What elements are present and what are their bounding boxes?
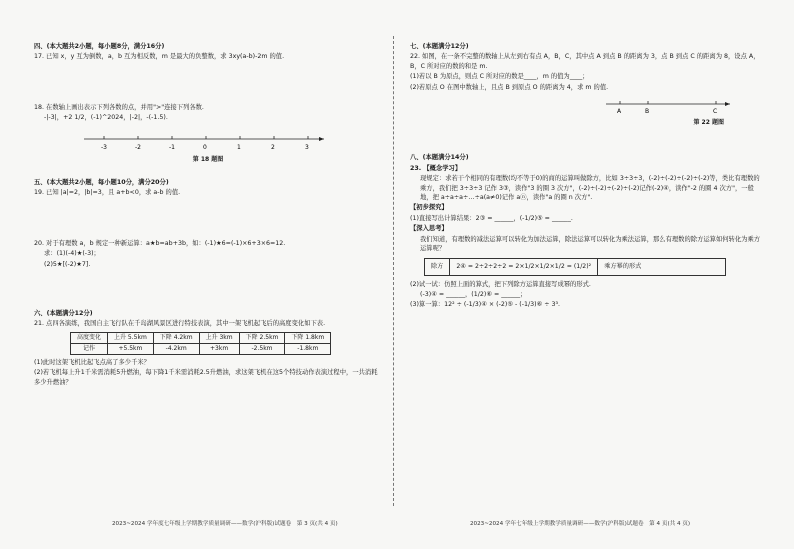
table-cell: -4.2km [153, 343, 199, 354]
question-23-part1: (1)直接写出计算结果：2③ = ______，(-1/2)⑤ = ______. [410, 214, 573, 222]
section-5-title: 五、(本大题共2小题，每小题10分，满分20分) [34, 179, 169, 187]
table-cell: 下降 2.5km [239, 332, 285, 343]
question-23-part2: (2)试一试：仿照上面的算式，把下列除方运算直接写成幂的形式. [410, 280, 591, 288]
tick-label: -3 [101, 143, 107, 151]
footer-left: 2023~2024 学年度七年级上学期教学质量调研——数学(沪科版)试题卷 第 3 页(共 4 页) [112, 521, 338, 527]
footer-right: 2023~2024 学年七年级上学期教学质量调研——数学(沪科版)试题卷 第 4 页(共 4 页) [470, 521, 691, 527]
tick-label: -2 [135, 143, 141, 151]
question-23-explore-title: 【初步探究】 [410, 204, 448, 212]
question-18-numbers: -|-3|，+2 1/2，(-1)^2024，|-2|，-(-1.5). [44, 114, 168, 122]
question-22-part2: (2)若原点 O 在图中数轴上，且点 B 到原点 O 的距离为 4，求 m 的值. [410, 83, 609, 91]
table-cell: +5.5km [108, 343, 154, 354]
question-22: 22. 如图，在一条不完整的数轴上从左到右有点 A，B，C，其中点 A 到点 B 的距离为 3，点 B 到点 C 的距离为 8，设点 A，B，C 所对应的数的和是 m. [410, 53, 760, 70]
section-8-title: 八、(本题满分14分) [410, 154, 469, 162]
question-19: 19. 已知 |a|=2，|b|=3，且 a+b<0，求 a-b 的值. [34, 189, 181, 197]
question-21-part1: (1)此时这架飞机比起飞点高了多少千米？ [34, 358, 150, 366]
section-4-title: 四、(本大题共2小题，每小题8分，满分16分) [34, 43, 165, 50]
section-6-title: 六、(本题满分12分) [34, 310, 93, 318]
number-line-22 [410, 96, 764, 118]
tick-label: -1 [169, 143, 175, 151]
table-row [71, 343, 331, 354]
point-b-label: B [645, 108, 650, 116]
question-20-part1: 求：(1)(-4)★(-3)； [44, 250, 100, 258]
question-20: 20. 对于有理数 a，b 规定一种新运算：a★b=ab+3b，如：(-1)★6=(-1)×6+3×6=12. [34, 239, 286, 247]
table-cell: 高度变化 [71, 332, 108, 343]
figure-18-caption: 第 18 题图 [192, 155, 224, 163]
point-c-label: C [713, 108, 718, 116]
question-23-part2-expr: (-3)④ = ______，(1/2)⑥ = ______； [420, 290, 527, 298]
tick-label: 0 [203, 143, 207, 151]
table-cell: 记作 [71, 343, 108, 354]
tick-label: 1 [237, 143, 241, 151]
table-cell: -2.5km [239, 343, 285, 354]
number-line-18 [34, 127, 382, 155]
right-column [410, 42, 764, 310]
question-23-title: 23. 【概念学习】 [410, 164, 462, 172]
formula-right: 乘方幂的形式 [604, 262, 642, 270]
section-7-title: 七、(本题满分12分) [410, 43, 469, 50]
formula-box [424, 258, 726, 276]
question-22-part1: (1)若以 B 为原点，则点 C 所对应的数是____，m 的值为____； [410, 73, 589, 81]
table-cell: 上升 5.5km [108, 332, 154, 343]
table-cell: 上升 3km [199, 332, 239, 343]
question-20-part2: (2)5★[(-2)★7]. [44, 260, 91, 268]
figure-22-caption: 第 22 题图 [693, 119, 724, 127]
question-23-part3: (3)算一算：12² ÷ (-1/3)④ × (-2)⑤ - (-1/3)⑥ ÷ 3³. [410, 301, 561, 309]
tick-label: 2 [271, 143, 275, 151]
tick-label: 3 [305, 143, 309, 151]
number-line-22-svg [410, 96, 764, 118]
left-column [34, 42, 382, 387]
formula-left: 除方 [431, 262, 444, 270]
question-23-think-title: 【深入思考】 [410, 225, 448, 233]
table-cell: 下降 1.8km [285, 332, 331, 343]
table-cell: +3km [199, 343, 239, 354]
table-row [71, 332, 331, 343]
question-17: 17. 已知 x，y 互为倒数，a，b 互为相反数，m 是最大的负整数，求 3xy(a-b)-2m 的值. [34, 53, 285, 61]
question-18: 18. 在数轴上画出表示下列各数的点，并用">"连接下列各数. [34, 103, 204, 111]
column-divider [393, 36, 394, 506]
number-line-svg [34, 127, 334, 155]
question-21-part2: (2)若飞机每上升1千米需消耗5升燃油，每下降1千米需消耗2.5升燃油，求这架飞机在这5个特技动作表演过程中，一共消耗多少升燃油？ [34, 369, 378, 386]
table-cell: -1.8km [285, 343, 331, 354]
point-a-label: A [617, 108, 622, 116]
formula-middle: 2④ = 2÷2÷2÷2 = 2×1/2×1/2×1/2 = (1/2)² [456, 262, 592, 270]
question-21: 21. 点四各演练，我国自主飞行队在千岛湖风景区进行特技表演，其中一架飞机起飞后的高度变化如下表. [34, 320, 326, 328]
question-23-think-text: 我们知道，有理数的减法运算可以转化为加法运算，除法运算可以转化为乘法运算，那么有理数的除方运算如何转化为乘方运算呢？ [420, 235, 761, 253]
flight-table [70, 332, 331, 355]
question-23-concept: 现规定：求若干个相同的有理数(均不等于0)的商的运算叫做除方，比如 3÷3÷3，(-2)÷(-2)÷(-2)÷(-2)等，类比有理数的乘方，我们把 3÷3÷3 记作 3③，读作"3 的圈 3 次方"，(-2)÷(-2)÷(-2)÷(-2)记作(-2)④，读作"-2 的圈 4 次方"，一般地，把 a÷a÷a÷…÷a(a≠0)记作 aⓝ，读作"a 的圈 n 次方". [420, 175, 760, 202]
table-cell: 下降 4.2km [153, 332, 199, 343]
